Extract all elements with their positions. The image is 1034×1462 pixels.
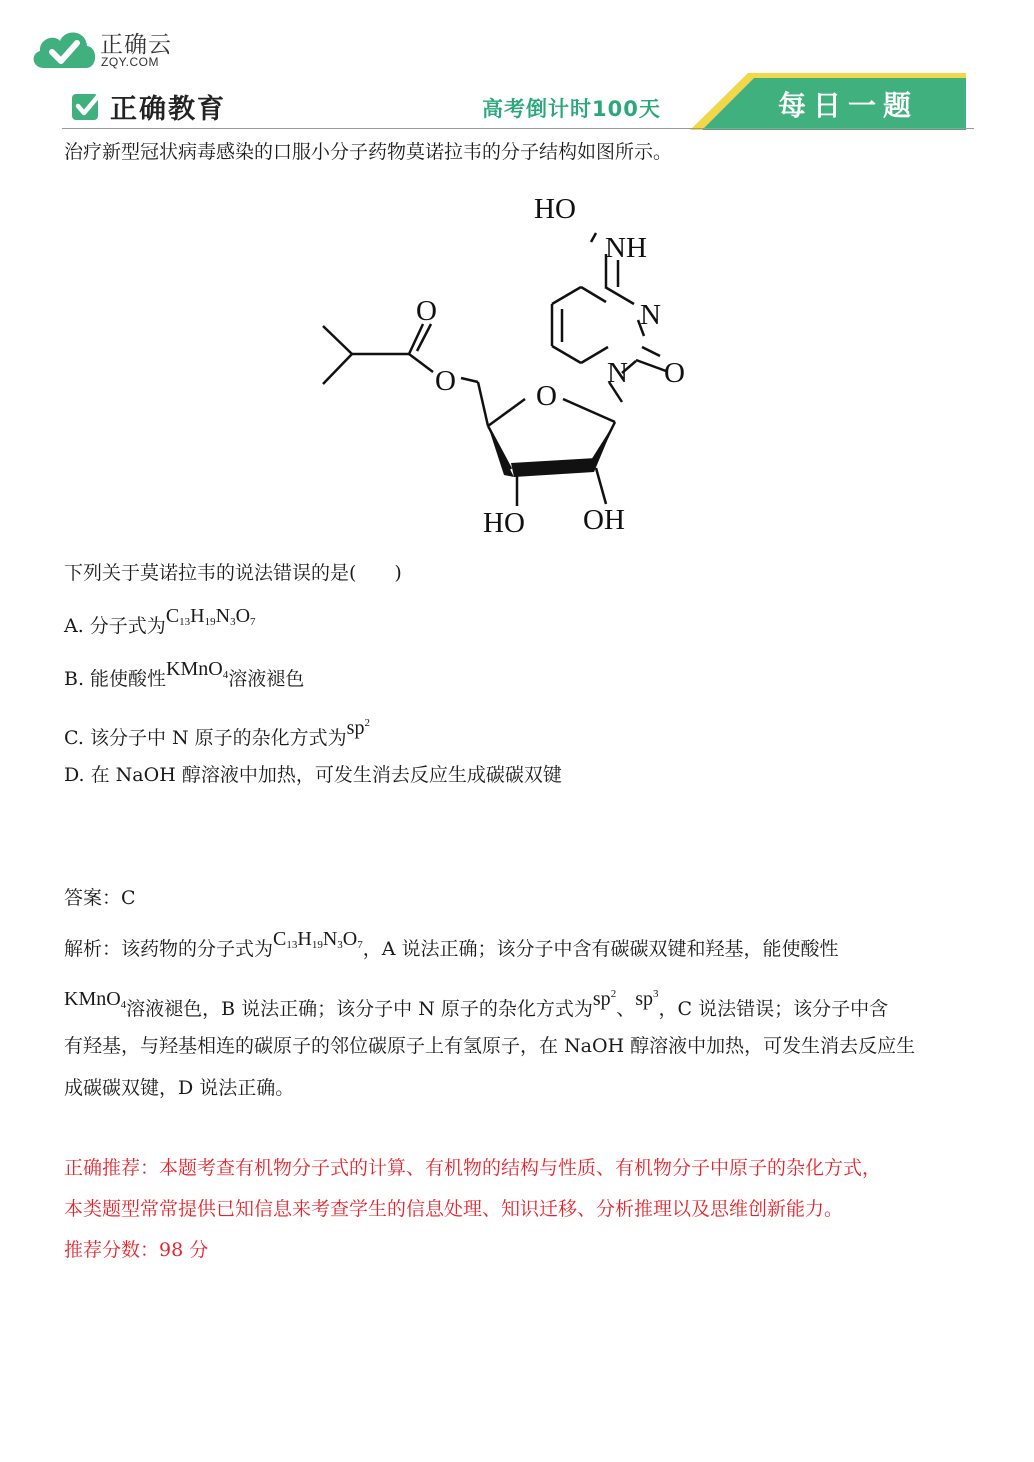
countdown-text: 高考倒计时100天: [482, 97, 661, 121]
analysis-line-1: 解析：该药物的分子式为$C_{13}H_{19}N_3O_7$，A 说法正确；该分子中含有碳碳双键和羟基，能使酸性: [64, 928, 839, 960]
mol-label-ho-left: HO: [483, 507, 525, 539]
option-b-text: B. 能使酸性: [64, 668, 167, 690]
formula-analysis: $C_{13}H_{19}N_3O_7$: [273, 928, 363, 951]
header-divider: [62, 128, 974, 129]
analysis-line-3: 有羟基，与羟基相连的碳原子的邻位碳原子上有氢原子，在 NaOH 醇溶液中加热，可发生消去反应生: [64, 1035, 916, 1057]
logo-name: 正确云: [100, 32, 172, 58]
mol-label-oh-right: OH: [583, 504, 625, 536]
analysis-line-4: 成碳碳双键，D 说法正确。: [64, 1077, 295, 1099]
recommend-score: 推荐分数：98 分: [64, 1239, 209, 1261]
mol-label-o-ester-carbonyl: O: [416, 295, 437, 327]
brand-title: 正确教育: [110, 94, 226, 125]
kmno4-b: KMnO$_4$: [166, 658, 229, 681]
check-box-icon: [70, 90, 102, 122]
mol-label-n-ring-top: N: [640, 299, 661, 331]
option-b-suffix: 溶液褪色: [228, 668, 305, 690]
option-a[interactable]: [64, 605, 256, 645]
cloud-logo-icon: [30, 24, 98, 74]
recommend-line-1: 正确推荐：本题考查有机物分子式的计算、有机物的结构与性质、有机物分子中原子的杂化方式，: [64, 1157, 882, 1179]
mol-label-ho-top: HO: [534, 193, 576, 225]
recommend-line-2: 本类题型常常提供已知信息来考查学生的信息处理、知识迁移、分析推理以及思维创新能力。: [64, 1198, 844, 1220]
kmno4-analysis: KMnO$_4$: [64, 988, 127, 1011]
mol-label-o-carbonyl-ring: O: [664, 357, 685, 389]
option-b[interactable]: [64, 658, 305, 698]
mol-label-o-furanose: O: [536, 380, 557, 412]
option-c-text: C. 该分子中 N 原子的杂化方式为: [64, 727, 347, 749]
mol-label-nh: NH: [605, 232, 647, 264]
sp3-analysis: $sp^3$: [635, 988, 659, 1010]
formula-a: $C_{13}H_{19}N_3O_7$: [165, 605, 256, 628]
answer-label: 答案：C: [64, 887, 136, 909]
sp2-analysis: $sp^2$: [592, 988, 617, 1010]
mol-label-o-ester: O: [435, 365, 456, 397]
option-a-text: A. 分子式为: [64, 615, 166, 637]
logo-url: ZQY.COM: [101, 55, 159, 69]
daily-question-label: 每日一题: [778, 89, 919, 122]
option-d[interactable]: D. 在 NaOH 醇溶液中加热，可发生消去反应生成碳碳双键: [64, 764, 562, 786]
molnupiravir-structure: [318, 186, 718, 542]
question-intro: 治疗新型冠状病毒感染的口服小分子药物莫诺拉韦的分子结构如图所示。: [64, 141, 673, 163]
mol-label-n-ring-bottom: N: [607, 357, 628, 389]
analysis-line-2: KMnO$_4$溶液褪色，B 说法正确；该分子中 N 原子的杂化方式为$sp^2$、$sp^3$，C 说法错误；该分子中含: [64, 988, 889, 1020]
option-c[interactable]: [64, 717, 370, 751]
question-stem: 下列关于莫诺拉韦的说法错误的是( ): [64, 562, 402, 584]
sp2-c: $sp^2$: [346, 717, 370, 739]
